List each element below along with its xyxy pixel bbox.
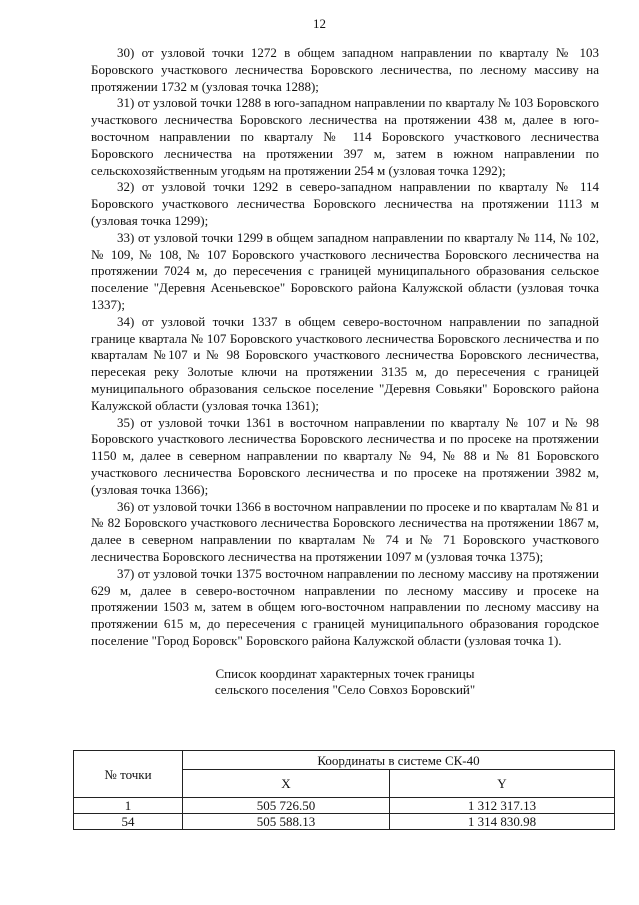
table-caption-line-2: сельского поселения "Село Совхоз Боровский" — [214, 682, 476, 698]
table-caption-line-1: Список координат характерных точек границы — [215, 665, 475, 681]
point-number-cell: 1 — [74, 798, 183, 814]
paragraph-37: 37) от узловой точки 1375 восточном направлении по лесному массиву на протяжении 629 м, далее в северо-восточном направлении по лесному массиву и просеке на протяжении 1503 м, затем в общем юго-восточном направлении по лесному массиву на протяжении 615 м, до пересечения с границей муниципального образования городское поселение "Город Боровск" Боровского района Калужской области (узловая точка 1). — [91, 565, 599, 648]
y-coordinate-cell: 1 312 317.13 — [390, 798, 615, 814]
table-caption — [91, 666, 599, 700]
x-coordinate-cell: 505 588.13 — [183, 814, 390, 830]
paragraph-33: 33) от узловой точки 1299 в общем западном направлении по кварталу № 114, № 102, № 109, № 108, № 107 Боровского участкового лесничества Боровского лесничества на протяжении 7024 м, до пересечения с границей муниципального образования сельское поселение "Деревня Асеньевское" Боровского района Калужской области (узловая точка 1337); — [91, 229, 599, 312]
y-coordinate-cell: 1 314 830.98 — [390, 814, 615, 830]
paragraph-35: 35) от узловой точки 1361 в восточном направлении по кварталу № 107 и № 98 Боровского участкового лесничества Боровского лесничества и по просеке на протяжении 1150 м, далее в северном направлении по кварталу № 94, № 88 и № 81 Боровского участкового лесничества Боровского лесничества и по просеке на протяжении 3982 м, (узловая точка 1366); — [91, 414, 599, 497]
point-number-cell: 54 — [74, 814, 183, 830]
page-number: 12 — [313, 16, 326, 31]
paragraph-30: 30) от узловой точки 1272 в общем западном направлении по кварталу № 103 Боровского участкового лесничества Боровского лесничества, по лесному массиву на протяжении 1732 м (узловая точка 1288); — [91, 45, 599, 94]
table-row — [74, 814, 615, 830]
paragraph-31: 31) от узловой точки 1288 в юго-западном направлении по кварталу № 103 Боровского участкового лесничества Боровского лесничества на протяжении 438 м, далее в юго-восточном направлении по кварталу № 114 Боровского участкового лесничества Боровского лесничества на протяжении 397 м, затем в южном направлении по сельскохозяйственным угодьям на протяжении 254 м (узловая точка 1292); — [91, 95, 599, 178]
coordinates-table — [73, 750, 615, 830]
paragraph-32: 32) от узловой точки 1292 в северо-западном направлении по кварталу № 114 Боровского участкового лесничества Боровского лесничества на протяжении 1113 м (узловая точка 1299); — [91, 179, 599, 228]
table-row — [74, 798, 615, 814]
x-coordinate-cell: 505 726.50 — [183, 798, 390, 814]
paragraph-34: 34) от узловой точки 1337 в общем северо-восточном направлении по западной границе квартала № 107 Боровского участкового лесничества Боровского лесничества и по кварталам №107 и № 98 Боровского участкового лесничества Боровского лесничества, пересекая реку Золотые ключи на протяжении 3135 м, до пересечения с границей муниципального образования сельское поселение "Деревня Совьяки" Боровского района Калужской области (узловая точка 1361); — [91, 313, 599, 413]
x-header: X — [183, 770, 390, 798]
point-number-header: № точки — [74, 751, 183, 798]
document-body — [91, 45, 599, 699]
coordinate-system-header: Координаты в системе СК-40 — [183, 751, 615, 770]
y-header: Y — [390, 770, 615, 798]
table-header-row — [74, 751, 615, 770]
paragraph-36: 36) от узловой точки 1366 в восточном направлении по просеке и по кварталам № 81 и № 82 Боровского участкового лесничества Боровского лесничества на протяжении 1867 м, далее в северном направлении по кварталам № 74 и № 71 Боровского участкового лесничества Боровского лесничества на протяжении 1097 м (узловая точка 1375); — [91, 498, 599, 564]
